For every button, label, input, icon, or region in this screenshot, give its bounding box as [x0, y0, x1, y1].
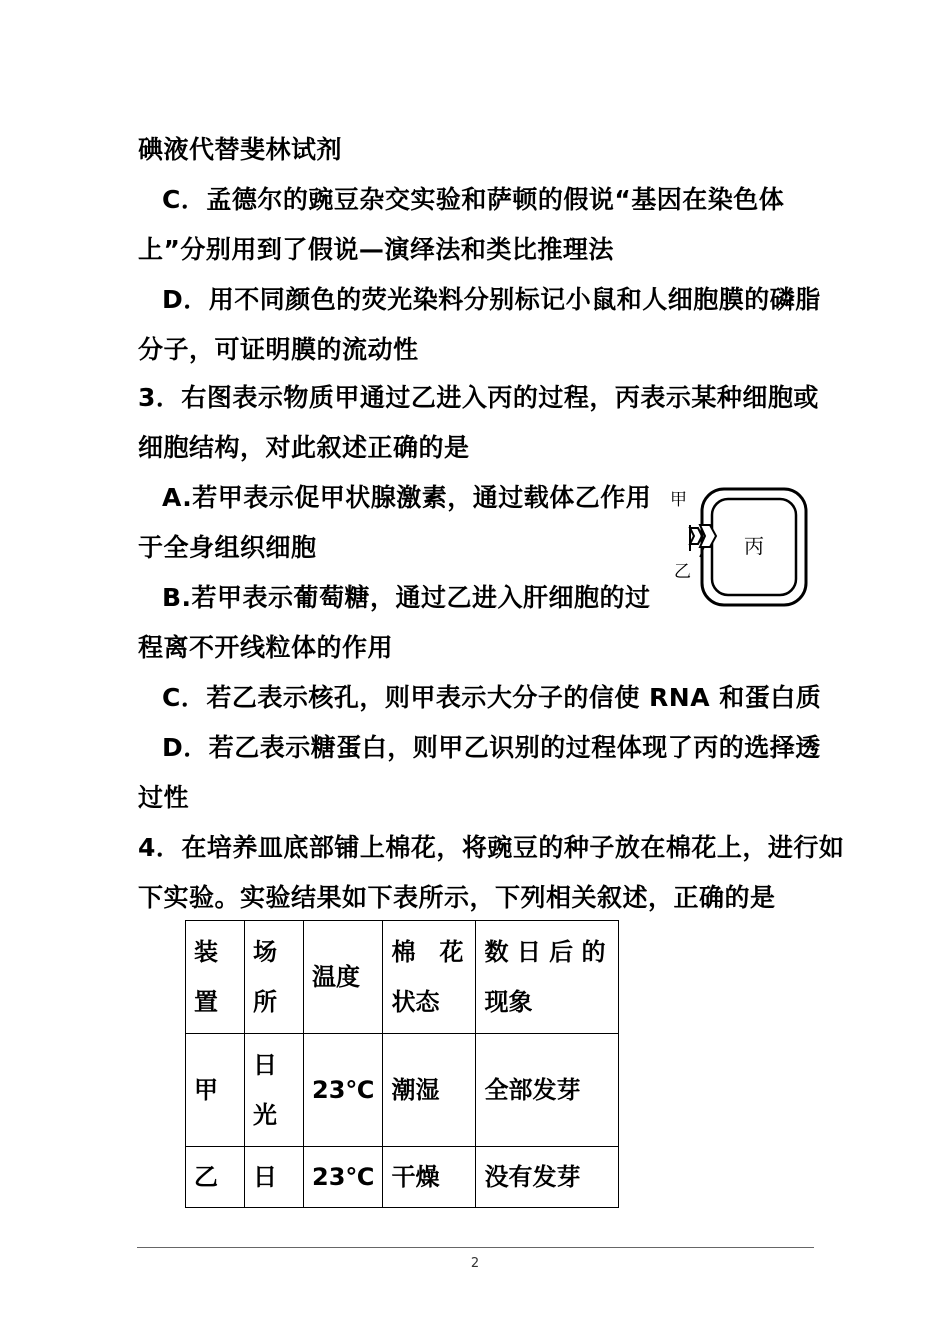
cell-result: 没有发芽	[476, 1147, 619, 1208]
table-row	[186, 1034, 619, 1147]
cell-cotton: 干燥	[383, 1147, 476, 1208]
option-d-q2: D．用不同颜色的荧光染料分别标记小鼠和人细胞膜的磷脂	[162, 285, 821, 314]
text-line: 于全身组织细胞	[138, 533, 317, 562]
table-header-row	[186, 921, 619, 1034]
cell-device: 乙	[186, 1147, 245, 1208]
cell-cotton: 潮湿	[383, 1034, 476, 1147]
option-c-q2: C．孟德尔的豌豆杂交实验和萨顿的假说“基因在染色体	[162, 185, 785, 214]
header-temp: 温度	[304, 921, 383, 1034]
cell-place: 日	[245, 1147, 304, 1208]
text-line: 分子，可证明膜的流动性	[138, 335, 419, 364]
text-line: 下实验。实验结果如下表所示，下列相关叙述，正确的是	[138, 883, 776, 912]
text-line: 程离不开线粒体的作用	[138, 633, 394, 662]
header-device: 装 置	[186, 921, 245, 1034]
substance-jia-shape	[690, 528, 702, 544]
header-place: 场 所	[245, 921, 304, 1034]
text-line: 细胞结构，对此叙述正确的是	[138, 433, 470, 462]
question-4: 4．在培养皿底部铺上棉花，将豌豆的种子放在棉花上，进行如	[138, 833, 845, 862]
text-line: 过性	[138, 783, 190, 812]
option-d-q3: D．若乙表示糖蛋白，则甲乙识别的过程体现了丙的选择透	[162, 733, 821, 762]
header-result: 数 日 后 的 现象	[476, 921, 619, 1034]
header-cotton: 棉 花 状态	[383, 921, 476, 1034]
page-number: 2	[470, 1256, 480, 1271]
cell-place: 日 光	[245, 1034, 304, 1147]
experiment-table	[185, 920, 619, 1208]
table-row	[186, 1147, 619, 1208]
cell-result: 全部发芽	[476, 1034, 619, 1147]
cell-temp: 23℃	[304, 1147, 383, 1208]
option-a-q3: A.若甲表示促甲状腺激素，通过载体乙作用	[162, 483, 652, 512]
text-line: 上”分别用到了假说—演绎法和类比推理法	[138, 235, 614, 264]
text-line: 碘液代替斐林试剂	[138, 135, 343, 164]
cell-device: 甲	[186, 1034, 245, 1147]
option-c-q3: C．若乙表示核孔，则甲表示大分子的信使 RNA 和蛋白质	[162, 683, 822, 712]
label-jia: 甲	[670, 490, 687, 510]
cell-temp: 23℃	[304, 1034, 383, 1147]
question-3: 3．右图表示物质甲通过乙进入丙的过程，丙表示某种细胞或	[138, 383, 819, 412]
option-b-q3: B.若甲表示葡萄糖，通过乙进入肝细胞的过	[162, 583, 651, 612]
label-yi: 乙	[674, 562, 691, 582]
footer-divider	[137, 1247, 814, 1248]
label-bing: 丙	[744, 534, 764, 558]
cell-transport-diagram	[664, 485, 814, 610]
